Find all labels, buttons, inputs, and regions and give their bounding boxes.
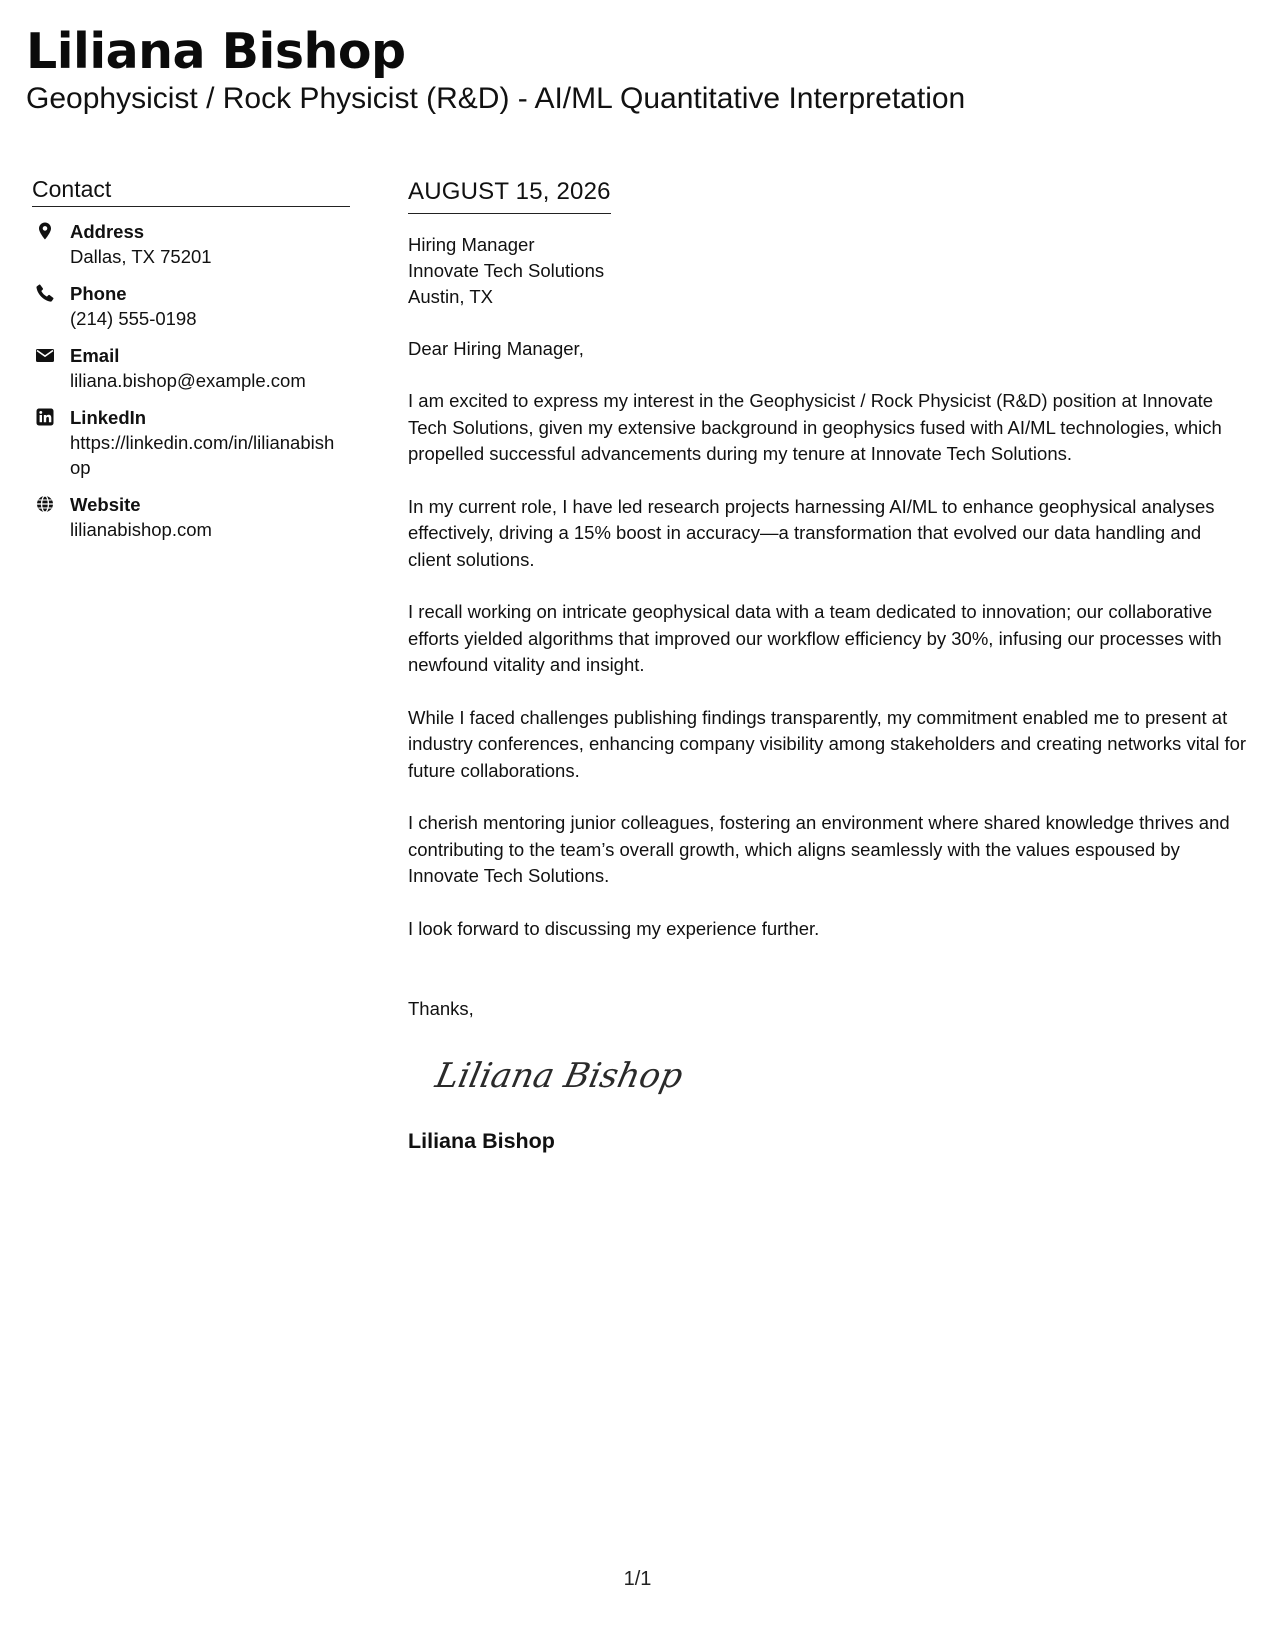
letter-header — [26, 22, 1255, 116]
contact-item-linkedin — [32, 405, 350, 480]
email-link[interactable]: liliana.bishop@example.com — [70, 370, 306, 391]
body-paragraph: I am excited to express my interest in the Geophysicist / Rock Physicist (R&D) position at Innovate Tech Solutions, given my extensive background in geophysics fused with AI/ML technologies, which propelled successful advancements during my tenure at Innovate Tech Solutions. — [408, 390, 1222, 464]
contact-label: Address — [70, 221, 145, 242]
recipient-line: Hiring Manager — [408, 233, 535, 255]
envelope-icon — [35, 345, 55, 365]
letter-date: AUGUST 15, 2026 — [408, 178, 611, 205]
signature-text: Liliana Bishop — [432, 1055, 687, 1096]
recipient-line: Innovate Tech Solutions — [408, 259, 605, 281]
globe-icon — [35, 494, 55, 514]
phone-icon — [35, 283, 55, 303]
contact-item-website — [32, 492, 350, 542]
page-number: 1/1 — [623, 1568, 652, 1590]
contact-item-email — [32, 343, 350, 393]
contact-heading: Contact — [32, 174, 350, 207]
body-paragraph: While I faced challenges publishing findings transparently, my commitment enabled me to present at industry conferences, enhancing company visibility among stakeholders and creating networks vital for future collaborations. — [408, 706, 1247, 781]
contact-label: LinkedIn — [70, 407, 147, 428]
recipient-line: Austin, TX — [408, 285, 494, 307]
salutation: Dear Hiring Manager, — [408, 337, 584, 359]
body-paragraph: I look forward to discussing my experience further. — [408, 917, 820, 939]
contact-item-phone — [32, 281, 350, 331]
contact-label: Phone — [70, 283, 127, 304]
website-link[interactable]: lilianabishop.com — [70, 519, 212, 540]
closing-line: Thanks, — [408, 998, 474, 1019]
contact-label: Website — [70, 494, 141, 515]
signer-name: Liliana Bishop — [408, 1128, 555, 1153]
job-title: Geophysicist / Rock Physicist (R&D) - AI/ML Quantitative Interpretation — [26, 82, 966, 115]
letter-body — [408, 178, 1248, 1155]
recipient-address — [408, 232, 1248, 310]
applicant-name: Liliana Bishop — [26, 23, 406, 80]
linkedin-link[interactable]: https://linkedin.com/in/lilianabishop — [70, 432, 335, 478]
phone-value: (214) 555-0198 — [70, 308, 197, 329]
handwritten-signature — [430, 1049, 687, 1105]
date-block — [408, 178, 611, 214]
contact-section — [32, 174, 350, 554]
map-pin-icon — [35, 221, 55, 241]
body-paragraph: In my current role, I have led research projects harnessing AI/ML to enhance geophysical analyses effectively, driving a 15% boost in accuracy—a transformation that evolved our data handling and client solutions. — [408, 495, 1215, 570]
body-paragraph: I cherish mentoring junior colleagues, fostering an environment where shared knowledge thrives and contributing to the team’s overall growth, which aligns seamlessly with the values espoused by Innovate Tech Solutions. — [408, 812, 1230, 886]
contact-label: Email — [70, 345, 120, 366]
contact-item-address — [32, 219, 350, 269]
body-paragraph: I recall working on intricate geophysical data with a team dedicated to innovation; our collaborative efforts yielded algorithms that improved our workflow efficiency by 30%, infusing our processes with newfound vitality and insight. — [408, 601, 1222, 675]
address-value: Dallas, TX 75201 — [70, 246, 212, 267]
linkedin-icon — [35, 407, 55, 427]
